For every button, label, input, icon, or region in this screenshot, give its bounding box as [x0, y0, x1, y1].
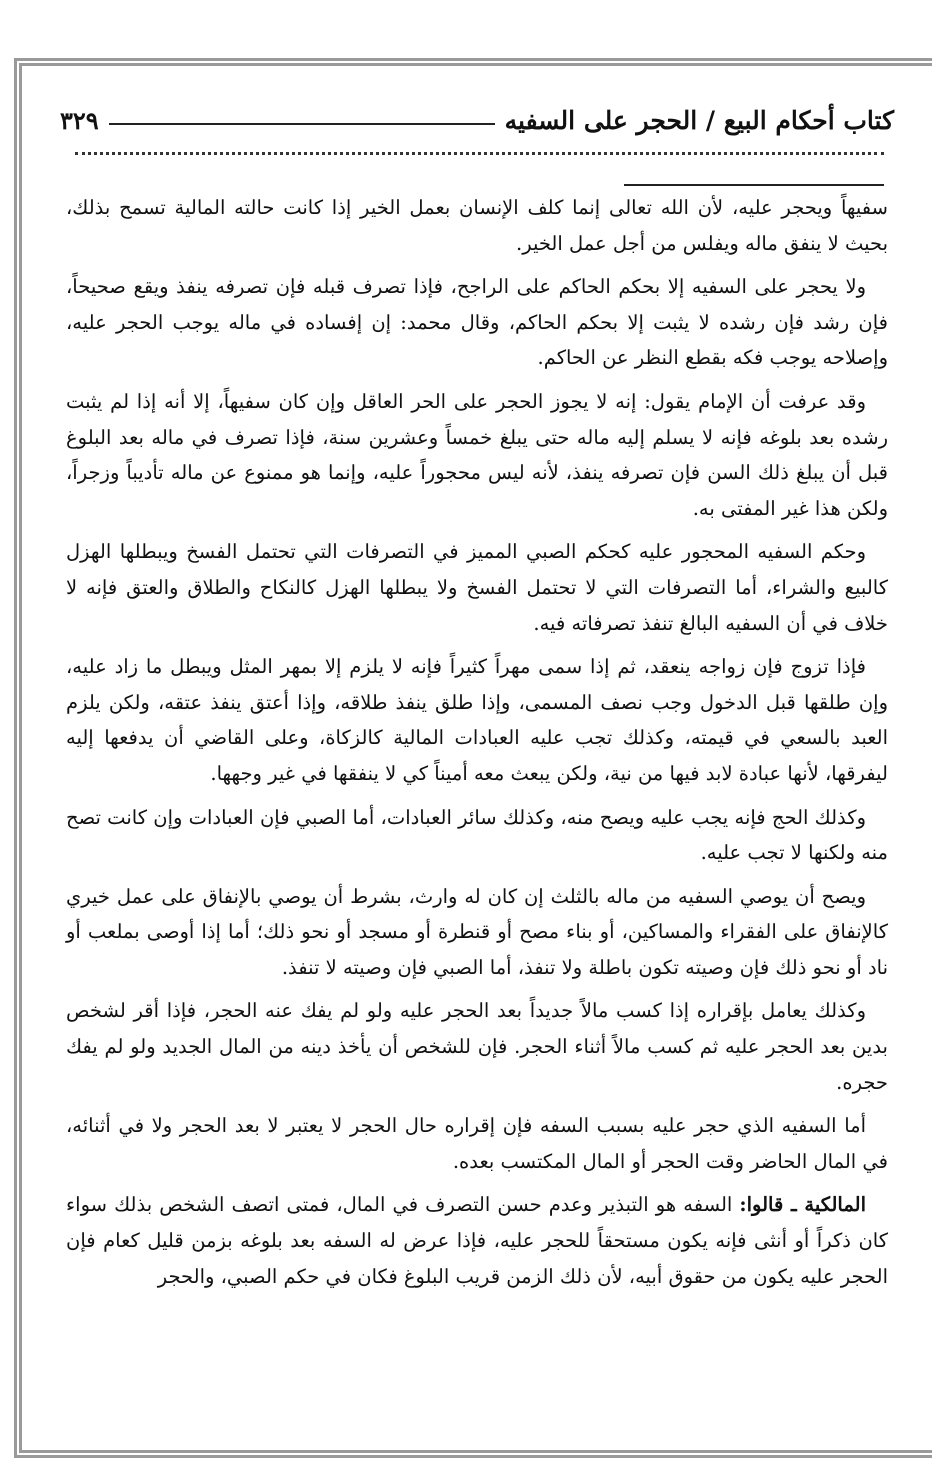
running-header — [60, 100, 894, 140]
paragraph: المالكية ـ قالوا: السفه هو التبذير وعدم حسن التصرف في المال، فمتى اتصف الشخص بذلك سواء كان ذكراً أو أنثى فإنه يكون مستحقاً للحجر عليه، فإذا عرض له السفه بعد بلوغه بزمن قليل كعام فإن الحجر عليه يكون من حقوق أبيه، لأن ذلك الزمن قريب البلوغ فكان في حكم الصبي، والحجر — [66, 1193, 888, 1288]
dotted-divider — [75, 138, 884, 155]
paragraph: ولا يحجر على السفيه إلا بحكم الحاكم على الراجح، فإذا تصرف قبله فإن تصرفه ينفذ ويقع صحيحاً، فإن رشد فإن رشده لا يثبت إلا بحكم الحاكم، وقال محمد: إن إفساده في ماله يوجب الحجر عليه، وإصلاحه يوجب فكه بقطع النظر عن الحاكم. — [66, 275, 888, 370]
paragraph: فإذا تزوج فإن زواجه ينعقد، ثم إذا سمى مهراً كثيراً فإنه لا يلزم إلا بمهر المثل ويبطل ما زاد عليه، وإن طلقها قبل الدخول وجب نصف المسمى، وإذا طلق ينفذ طلاقه، وإذا أعتق ينفذ عتقه، ولكن يلزم العبد بالسعي في قيمته، وكذلك تجب عليه العبادات المالية كالزكاة، وعلى القاضي أن يدفعها إليه ليفرقها، لأنها عبادة لابد فيها من نية، ولكن يبعث معه أميناً كي لا ينفقها في غير وجهها. — [66, 655, 888, 785]
paragraph: وحكم السفيه المحجور عليه كحكم الصبي المميز في التصرفات التي تحتمل الفسخ ويبطلها الهزل كالبيع والشراء، أما التصرفات التي لا تحتمل الفسخ ولا يبطلها الهزل كالنكاح والطلاق والعتق فإنه لا خلاف في أن السفيه البالغ تنفذ تصرفاته فيه. — [66, 540, 888, 635]
paragraph: سفيهاً ويحجر عليه، لأن الله تعالى إنما كلف الإنسان بعمل الخير إذا كانت حالته المالية تسمح بذلك، بحيث لا ينفق ماله ويفلس من أجل عمل الخير. — [66, 196, 888, 255]
page-number: ٣٢٩ — [60, 105, 99, 135]
header-title: كتاب أحكام البيع / الحجر على السفيه — [504, 105, 894, 135]
page-body — [66, 190, 888, 1302]
paragraph: ويصح أن يوصي السفيه من ماله بالثلث إن كان له وارث، بشرط أن يوصي بالإنفاق على عمل خيري كالإنفاق على الفقراء والمساكين، أو بناء مصح أو قنطرة أو مسجد أو نحو ذلك؛ أما إذا أوصى بملعب أو ناد أو نحو ذلك فإن وصيته تكون باطلة ولا تنفذ، أما الصبي فإن وصيته لا تنفذ. — [66, 884, 888, 979]
paragraph: وكذلك يعامل بإقراره إذا كسب مالاً جديداً بعد الحجر عليه ولو لم يفك عنه الحجر، فإذا أقر لشخص بدين بعد الحجر عليه ثم كسب مالاً أثناء الحجر. فإن للشخص أن يأخذ دينه من المال الجديد ولو لم يفك حجره. — [66, 999, 888, 1094]
header-rule — [109, 123, 495, 125]
paragraph: أما السفيه الذي حجر عليه بسبب السفه فإن إقراره حال الحجر لا يعتبر لا بعد الحجر ولا في أثنائه، في المال الحاضر وقت الحجر أو المال المكتسب بعده. — [66, 1114, 888, 1173]
paragraph-lead: المالكية ـ قالوا: — [739, 1193, 866, 1217]
paragraph: وكذلك الحج فإنه يجب عليه ويصح منه، وكذلك سائر العبادات، أما الصبي فإن العبادات وإن كانت تصح منه ولكنها لا تجب عليه. — [66, 805, 888, 865]
paragraph: وقد عرفت أن الإمام يقول: إنه لا يجوز الحجر على الحر العاقل وإن كان سفيهاً، إلا أنه إذا لم يثبت رشده بعد بلوغه فإنه لا يسلم إليه ماله حتى يبلغ خمساً وعشرين سنة، فإذا تصرف في ماله بعد البلوغ قبل أن يبلغ ذلك السن فإن تصرفه ينفذ، لأنه ليس محجوراً عليه، وإنما هو ممنوع عن ماله تأديباً وزجراً، ولكن هذا غير المفتى به. — [66, 389, 888, 520]
section-rule — [624, 184, 884, 186]
